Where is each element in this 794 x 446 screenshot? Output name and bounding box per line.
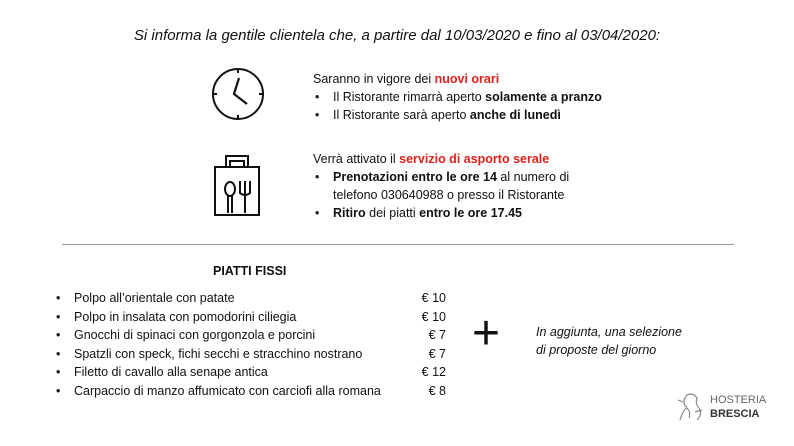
logo-text: HOSTERIA BRESCIA (710, 394, 767, 420)
menu-item: • Spatzli con speck, fichi secchi e stracchino nostrano € 7 (54, 345, 446, 364)
menu-item: • Polpo all’orientale con patate € 10 (54, 289, 446, 308)
menu-list (54, 289, 446, 400)
plus-icon: + (472, 307, 501, 360)
menu-heading: PIATTI FISSI (213, 264, 287, 278)
hours-item: • Il Ristorante sarà aperto anche di lunedì (313, 106, 602, 124)
takeaway-highlight: servizio di asporto serale (399, 152, 550, 166)
hours-block (313, 70, 602, 124)
notice-title: Si informa la gentile clientela che, a partire dal 10/03/2020 e fino al 03/04/2020: (133, 27, 661, 44)
hours-item: • Il Ristorante rimarrà aperto solamente a pranzo (313, 88, 602, 106)
extra-note: In aggiunta, una selezione di proposte del giorno (536, 325, 682, 357)
menu-item: • Polpo in insalata con pomodorini ciliegia € 10 (54, 308, 446, 327)
hours-highlight: nuovi orari (434, 72, 500, 86)
takeaway-item: • Prenotazioni entro le ore 14 al numero di telefono 030640988 o presso il Ristorante (313, 168, 569, 204)
menu-item: • Carpaccio di manzo affumicato con carciofi alla romana € 8 (54, 382, 446, 401)
lion-logo-icon (675, 390, 705, 424)
hours-intro: Saranno in vigore dei (313, 72, 435, 86)
clock-icon (210, 66, 266, 122)
takeaway-bag-icon (212, 153, 262, 217)
takeaway-block: Verrà attivato il servizio di asporto serale • Prenotazioni entro le ore 14 al numero di telefono 030640988 o presso il Ristorante • Ritiro dei piatti entro le ore 17.45 (313, 150, 569, 222)
menu-item: • Gnocchi di spinaci con gorgonzola e porcini € 7 (54, 326, 446, 345)
menu-item: • Filetto di cavallo alla senape antica € 12 (54, 363, 446, 382)
takeaway-item: • Ritiro dei piatti entro le ore 17.45 (313, 204, 569, 222)
divider (62, 244, 734, 245)
